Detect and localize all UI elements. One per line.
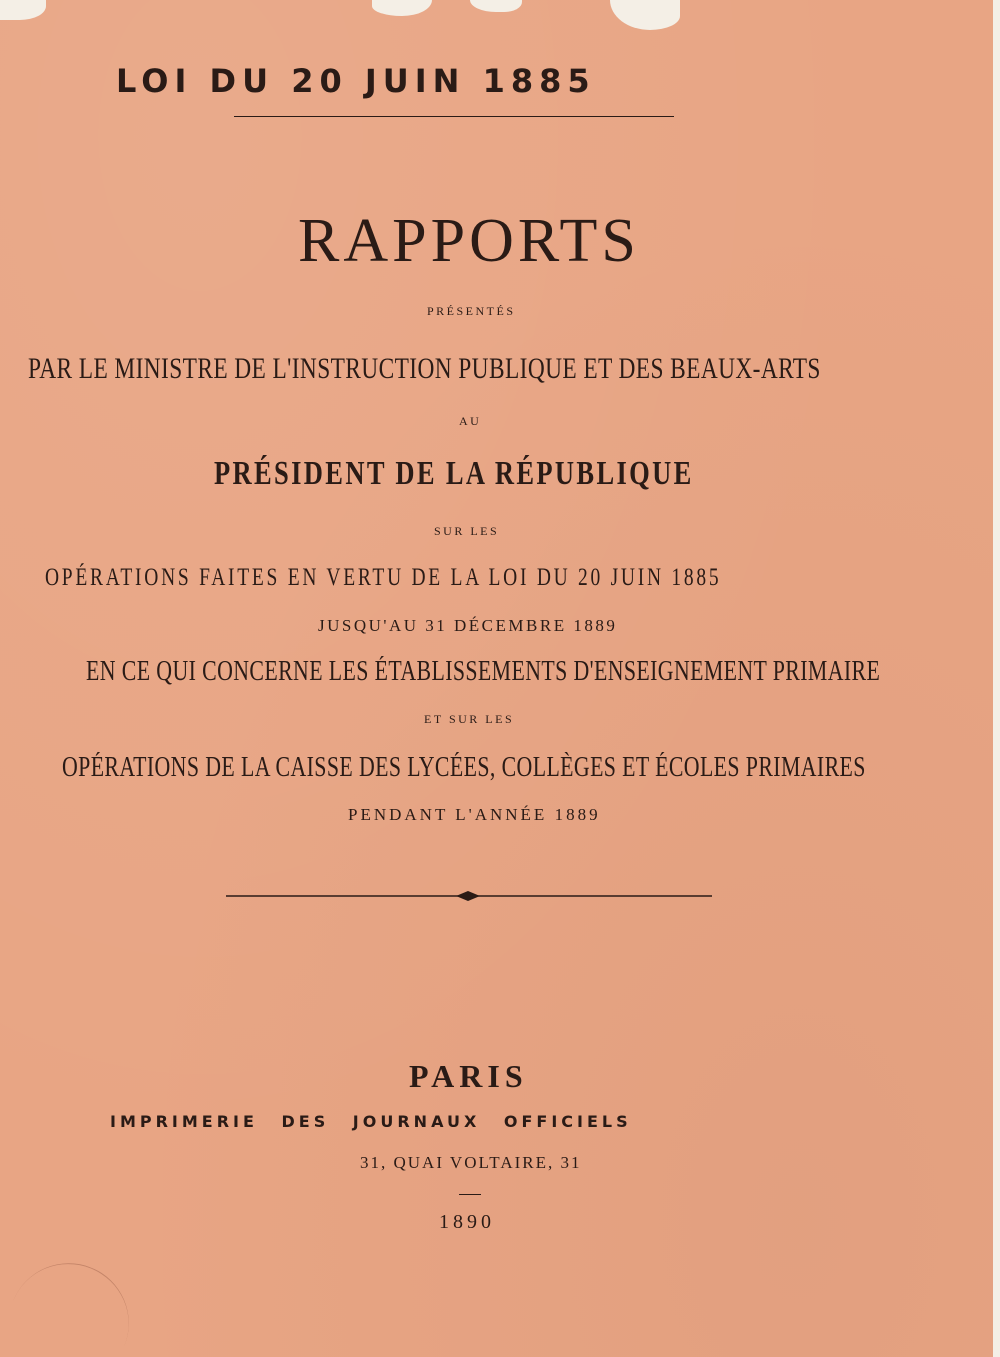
paper-tear bbox=[0, 0, 46, 20]
concerning-line bbox=[86, 656, 1000, 688]
paper-crease bbox=[9, 1245, 147, 1356]
main-title: RAPPORTS bbox=[298, 207, 640, 275]
minister-text: PAR LE MINISTRE DE L'INSTRUCTION PUBLIQUE ET DES BEAUX-ARTS bbox=[28, 352, 821, 385]
imprint-year: 1890 bbox=[439, 1211, 495, 1233]
presentes-label: PRÉSENTÉS bbox=[427, 304, 516, 318]
header-rule bbox=[234, 116, 674, 117]
concerning-text: EN CE QUI CONCERNE LES ÉTABLISSEMENTS D'ENSEIGNEMENT PRIMAIRE bbox=[86, 656, 881, 687]
president-line bbox=[214, 455, 829, 493]
law-header: LOI DU 20 JUIN 1885 bbox=[116, 62, 596, 100]
operations-law-line bbox=[45, 564, 912, 592]
imprint-printer: IMPRIMERIE DES JOURNAUX OFFICIELS bbox=[110, 1112, 632, 1131]
paper-tear bbox=[372, 0, 432, 16]
operations-caisse-text: OPÉRATIONS DE LA CAISSE DES LYCÉES, COLLÈGES ET ÉCOLES PRIMAIRES bbox=[62, 752, 866, 783]
during-year-line: PENDANT L'ANNÉE 1889 bbox=[348, 805, 601, 824]
operations-law-text: OPÉRATIONS FAITES EN VERTU DE LA LOI DU 20 JUIN 1885 bbox=[45, 564, 722, 591]
imprint-city: PARIS bbox=[409, 1058, 528, 1094]
divider-diamond bbox=[456, 891, 480, 901]
au-label: AU bbox=[459, 414, 482, 428]
sur-les-label: SUR LES bbox=[434, 524, 500, 538]
paper-tear bbox=[470, 0, 522, 12]
imprint-rule bbox=[459, 1194, 481, 1195]
until-date-line: JUSQU'AU 31 DÉCEMBRE 1889 bbox=[318, 616, 618, 635]
imprint-address: 31, QUAI VOLTAIRE, 31 bbox=[360, 1153, 582, 1172]
paper-tear bbox=[610, 0, 680, 30]
ornamental-divider bbox=[226, 886, 712, 906]
president-text: PRÉSIDENT DE LA RÉPUBLIQUE bbox=[214, 455, 694, 492]
operations-caisse-line bbox=[62, 752, 1000, 784]
minister-line bbox=[28, 352, 1000, 386]
et-sur-les-label: ET SUR LES bbox=[424, 712, 515, 726]
